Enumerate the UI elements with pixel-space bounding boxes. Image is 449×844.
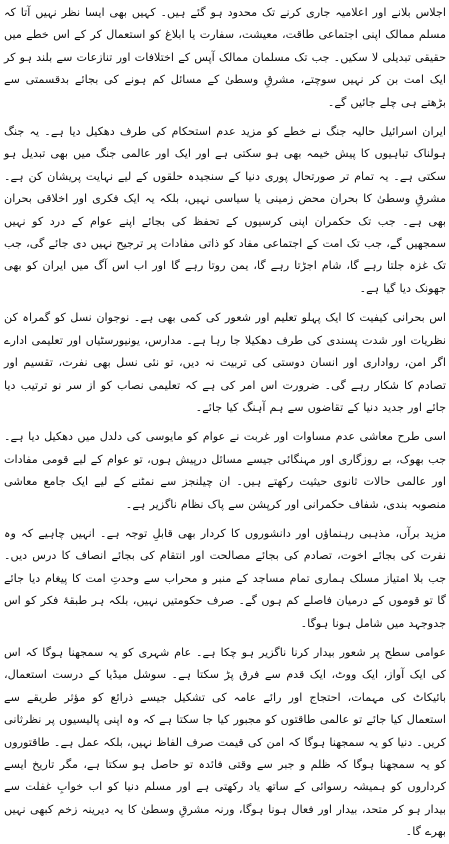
article-paragraph: ایران اسرائیل حالیہ جنگ نے خطے کو مزید عدم استحکام کی طرف دھکیل دیا ہے۔ یہ جنگ ہولناک تباہیوں کا پیش خیمہ بھی ہو سکتی ہے اور ایک اور عالمی جنگ میں بھی تبدیل ہو سکتی ہے۔ یہ تمام تر صورتحال پوری دنیا کے سنجیدہ حلقوں کے لیے نہایت پریشان کن ہے۔ مشرقِ وسطیٰ کا بحران محض زمینی یا سیاسی نہیں، بلکہ یہ ایک فکری اور اخلاقی بحران بھی ہے۔ جب تک حکمران اپنی کرسیوں کے تحفظ کی بجائے اپنے عوام کے درد کو نہیں سمجھیں گے، جب تک امت کے اجتماعی مفاد کو ذاتی مفادات پر ترجیح نہیں دی جائے گی، جب تک غزہ جلتا رہے گا، شام اجڑتا رہے گا، یمن روتا رہے گا اور اب اس آگ میں ایران کو بھی جھونک دیا گیا ہے۔ bbox=[4, 125, 446, 295]
article-paragraph: اس بحرانی کیفیت کا ایک پہلو تعلیم اور شعور کی کمی بھی ہے۔ نوجوان نسل کو گمراہ کن نظریات اور شدت پسندی کی طرف دھکیلا جا رہا ہے۔ مدارس، یونیورسٹیاں اور تعلیمی ادارے اگر امن، رواداری اور انسان دوستی کی تربیت نہ دیں، تو نئی نسل بھی نفرت، تقسیم اور تصادم کا شکار رہے گی۔ ضرورت اس امر کی ہے کہ تعلیمی نصاب کو از سر نو ترتیب دیا جائے اور جدید دنیا کے تقاضوں سے ہم آہنگ کیا جائے۔ bbox=[4, 311, 446, 414]
article-paragraph: عوامی سطح پر شعور بیدار کرنا ناگزیر ہو چکا ہے۔ عام شہری کو یہ سمجھنا ہوگا کہ اس کی ایک آواز، ایک ووٹ، ایک قدم سے فرق پڑ سکتا ہے۔ سوشل میڈیا کے درست استعمال، بائیکاٹ کی مہمات، احتجاج اور رائے عامہ کی تشکیل جیسے ذرائع کو مؤثر طریقے سے استعمال کیا جائے تو عالمی طاقتوں کو مجبور کیا جا سکتا ہے کہ وہ اپنی پالیسیوں پر نظرثانی کریں۔ دنیا کو یہ سمجھنا ہوگا کہ امن کی قیمت صرف الفاظ نہیں، بلکہ عمل ہے۔ طاقتوروں کو یہ سمجھنا ہوگا کہ ظلم و جبر سے وقتی فائدہ تو حاصل ہو سکتا ہے، مگر تاریخ ایسے کرداروں کو ہمیشہ رسوائی کے ساتھ یاد رکھتی ہے اور مسلم دنیا کو اب خوابِ غفلت سے بیدار ہو کر متحد، بیدار اور فعال ہونا ہوگا، ورنہ مشرقِ وسطیٰ کا یہ دیرینہ زخم کبھی نہیں بھرے گا۔ bbox=[4, 645, 446, 839]
article-paragraph: اجلاس بلانے اور اعلامیہ جاری کرنے تک محدود ہو گئے ہیں۔ کہیں بھی ایسا نظر نہیں آتا کہ مسلم ممالک اپنی اجتماعی طاقت، معیشت، سفارت یا ابلاغ کو استعمال کر کے اس خطے میں حقیقی تبدیلی لا سکیں۔ جب تک مسلمان ممالک آپس کے اختلافات اور تنازعات سے بلند ہو کر ایک امت بن کر نہیں سوچتے، مشرقِ وسطیٰ کے مسائل کم ہونے کی بجائے بدقسمتی سے بڑھتے ہی چلے جائیں گے۔ bbox=[4, 6, 446, 109]
article-paragraph: اسی طرح معاشی عدم مساوات اور غربت نے عوام کو مایوسی کی دلدل میں دھکیل دیا ہے۔ جب بھوک، بے روزگاری اور مہنگائی جیسے مسائل درپیش ہوں، تو عوام کے لیے قومی مفادات اور عالمی حالات ثانوی حیثیت رکھتے ہیں۔ ان چیلنجز سے نمٹنے کے لیے ایک جامع معاشی منصوبہ بندی، شفاف حکمرانی اور کرپشن سے پاک نظام ناگزیر ہے۔ bbox=[4, 430, 446, 511]
article-paragraph: مزید برآں، مذہبی رہنماؤں اور دانشوروں کا کردار بھی قابلِ توجہ ہے۔ انہیں چاہیے کہ وہ نفرت کی بجائے اخوت، تصادم کی بجائے مصالحت اور انتقام کی بجائے انصاف کا درس دیں۔ جب بلا امتیاز مسلک ہماری تمام مساجد کے منبر و محراب سے وحدتِ امت کا پیغام دیا جائے گا تو قوموں کے درمیان فاصلے کم ہوں گے۔ صرف حکومتیں نہیں، بلکہ ہر طبقۂ فکر کو اس جدوجہد میں شامل ہونا ہوگا۔ bbox=[4, 526, 446, 630]
